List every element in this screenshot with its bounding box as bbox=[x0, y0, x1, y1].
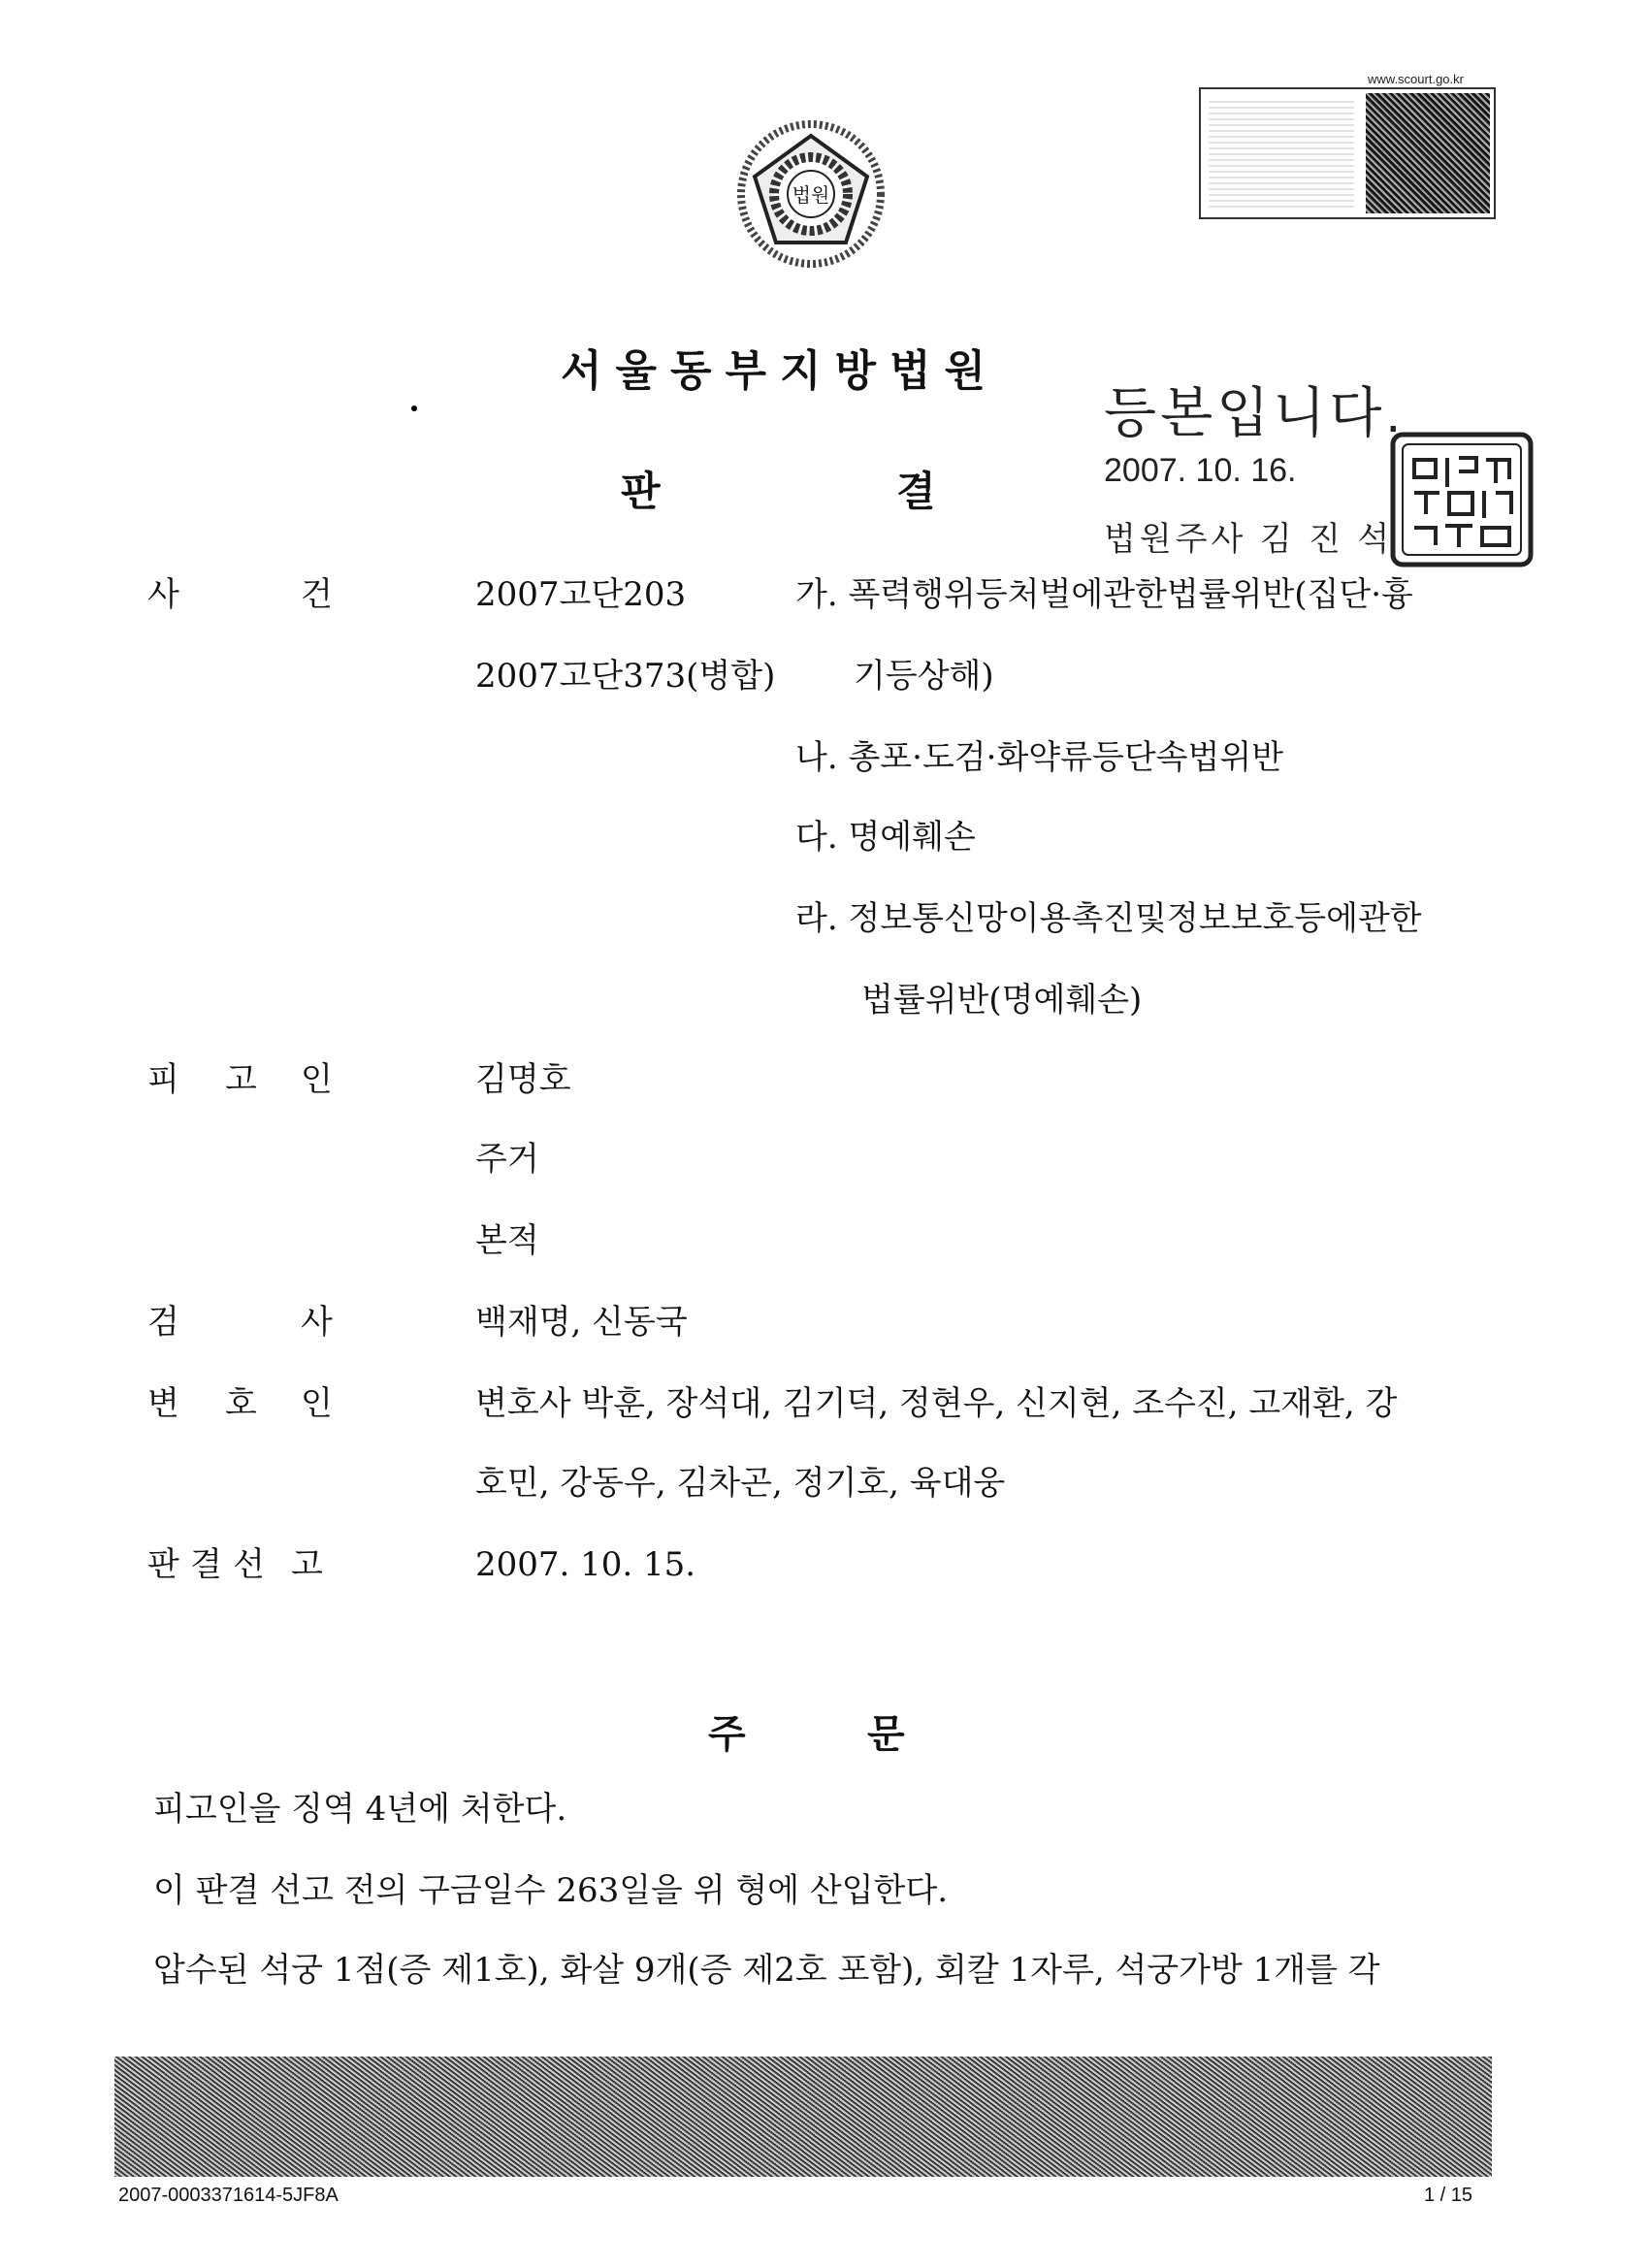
order-title-char-1: 주 bbox=[708, 1711, 746, 1757]
page-number: 1 / 15 bbox=[1424, 2185, 1473, 2206]
sentencing-label-char: 선 bbox=[233, 1545, 265, 1584]
charge-line: 기등상해) bbox=[854, 657, 994, 696]
defendant-label-char: 고 bbox=[225, 1060, 257, 1099]
order-line: 압수된 석궁 1점(증 제1호), 화살 9개(증 제2호 포함), 회칼 1자루, 석궁가방 1개를 각 bbox=[153, 1951, 1380, 1990]
charge-line: 라. 정보통신망이용촉진및정보보호등에관한 bbox=[795, 899, 1422, 938]
barcode-dark-pattern bbox=[1366, 93, 1490, 213]
official-seal-stamp bbox=[1389, 431, 1535, 568]
sentencing-label-char: 판 bbox=[147, 1545, 179, 1584]
document-code: 2007-0003371614-5JF8A bbox=[118, 2185, 339, 2206]
barcode-light-pattern bbox=[1209, 97, 1354, 208]
sentencing-label-char: 고 bbox=[291, 1545, 323, 1584]
case-number: 2007고단203 bbox=[475, 575, 687, 614]
defense-label-char: 변 bbox=[147, 1384, 179, 1423]
prosecutor-names: 백재명, 신동국 bbox=[475, 1303, 688, 1342]
case-number: 2007고단373(병합) bbox=[475, 657, 776, 696]
order-title-char-2: 문 bbox=[867, 1711, 905, 1757]
defense-counsel-line: 변호사 박훈, 장석대, 김기덕, 정현우, 신지현, 조수진, 고재환, 강 bbox=[475, 1384, 1398, 1423]
stray-dot bbox=[411, 405, 417, 411]
certified-clerk: 법원주사 김 진 석 bbox=[1104, 521, 1394, 558]
defense-label-char: 인 bbox=[301, 1384, 333, 1423]
prosecutor-label-char: 검 bbox=[147, 1303, 179, 1342]
defendant-name: 김명호 bbox=[475, 1060, 571, 1099]
charge-line: 법률위반(명예훼손) bbox=[861, 981, 1143, 1020]
certified-date: 2007. 10. 16. bbox=[1104, 452, 1297, 489]
case-label-char: 건 bbox=[301, 575, 333, 614]
court-name: 서울동부지방법원 bbox=[561, 346, 1000, 396]
order-line: 이 판결 선고 전의 구금일수 263일을 위 형에 산입한다. bbox=[153, 1871, 949, 1910]
sentencing-label-char: 결 bbox=[190, 1545, 222, 1584]
court-emblem-logo bbox=[729, 114, 892, 272]
qr-url: www.scourt.go.kr bbox=[1368, 72, 1464, 86]
order-line: 피고인을 징역 4년에 처한다. bbox=[153, 1790, 567, 1829]
defendant-label-char: 피 bbox=[147, 1060, 179, 1099]
certified-copy-text: 등본입니다. bbox=[1104, 382, 1406, 443]
prosecutor-label-char: 사 bbox=[301, 1303, 333, 1342]
security-noise-band bbox=[114, 2057, 1492, 2177]
sentencing-date: 2007. 10. 15. bbox=[475, 1545, 696, 1584]
defendant-residence-label: 주거 bbox=[475, 1140, 539, 1179]
case-label-char: 사 bbox=[147, 575, 179, 614]
defendant-label-char: 인 bbox=[301, 1060, 333, 1099]
charge-line: 다. 명예훼손 bbox=[795, 818, 976, 857]
charge-line: 나. 총포·도검·화약류등단속법위반 bbox=[795, 738, 1284, 777]
judgment-title-char-2: 결 bbox=[896, 468, 936, 515]
charge-line: 가. 폭력행위등처벌에관한법률위반(집단·흉 bbox=[795, 575, 1413, 614]
defense-label-char: 호 bbox=[225, 1384, 257, 1423]
defendant-domicile-label: 본적 bbox=[475, 1221, 539, 1260]
emblem-text: 법원 bbox=[792, 183, 830, 207]
defense-counsel-line: 호민, 강동우, 김차곤, 정기호, 육대웅 bbox=[475, 1464, 1006, 1503]
judgment-title-char-1: 판 bbox=[621, 468, 661, 515]
verification-barcode bbox=[1199, 87, 1496, 219]
